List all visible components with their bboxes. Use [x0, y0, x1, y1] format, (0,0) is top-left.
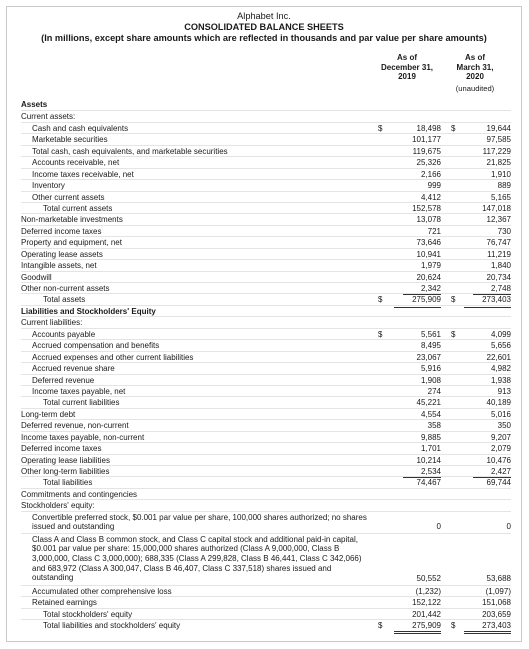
- table-row: [21, 585, 511, 596]
- column-header-line: 2020: [466, 72, 484, 82]
- row-label: Inventory: [32, 181, 65, 191]
- cell-value: (1,097): [485, 586, 511, 596]
- company-name: Alphabet Inc.: [237, 11, 291, 21]
- row-label: Deferred revenue, non-current: [21, 421, 129, 431]
- row-label: Liabilities and Stockholders' Equity: [21, 306, 156, 316]
- table-row: [21, 351, 511, 362]
- row-label: Accounts payable: [32, 329, 96, 339]
- balance-sheet-table: [21, 99, 511, 631]
- row-label: Stockholders' equity:: [21, 501, 95, 511]
- cell-value: 1,979: [420, 261, 441, 271]
- cell-value: 273,403: [464, 621, 511, 634]
- cell-value: 5,916: [420, 364, 441, 374]
- table-row: [21, 248, 511, 259]
- value-dec-2019: [381, 573, 441, 584]
- row-label: Operating lease assets: [21, 249, 103, 259]
- column-header-line: As of: [465, 53, 485, 62]
- currency-symbol: $: [451, 329, 456, 339]
- row-label: Deferred revenue: [32, 375, 95, 385]
- currency-symbol: $: [378, 295, 383, 305]
- value-mar-2020: [451, 573, 511, 584]
- row-label: Commitments and contingencies: [21, 489, 138, 499]
- table-row: [21, 259, 511, 270]
- cell-value: 101,177: [394, 135, 441, 146]
- cell-value: 119,675: [412, 146, 441, 156]
- value-mar-2020: [451, 521, 511, 532]
- currency-symbol: $: [451, 123, 456, 133]
- cell-value: 721: [427, 226, 441, 236]
- table-row: [21, 316, 511, 327]
- row-label: Other long-term liabilities: [21, 467, 110, 476]
- row-label: Long-term debt: [21, 409, 76, 419]
- row-label: Total stockholders' equity: [43, 609, 133, 619]
- cell-value: 274: [410, 387, 441, 398]
- row-label: Total liabilities and stockholders' equity: [43, 621, 181, 631]
- row-label: Cash and cash equivalents: [32, 123, 129, 133]
- cell-value: 23,067: [416, 352, 441, 362]
- cell-value: 76,747: [486, 238, 511, 248]
- table-row: [21, 145, 511, 156]
- cell-value: 22,601: [486, 352, 511, 362]
- table-row: [21, 431, 511, 442]
- cell-value: 889: [497, 181, 511, 191]
- table-row: [21, 213, 511, 224]
- cell-value: 73,646: [416, 238, 441, 248]
- cell-value: 1,938: [490, 375, 511, 385]
- row-label: Total current liabilities: [43, 398, 120, 408]
- cell-value: 69,744: [469, 478, 511, 489]
- table-row: [21, 362, 511, 373]
- cell-value: 50,552: [416, 574, 441, 584]
- table-row: [21, 225, 511, 236]
- row-label: Marketable securities: [32, 135, 108, 145]
- table-row: [21, 339, 511, 350]
- currency-symbol: $: [378, 621, 383, 631]
- currency-symbol: $: [451, 621, 456, 631]
- table-row: [21, 454, 511, 465]
- column-header-dec-2019: [367, 53, 447, 82]
- row-label: Non-marketable investments: [21, 215, 123, 225]
- column-header-line: December 31,: [380, 62, 434, 72]
- cell-value: 0: [506, 522, 511, 532]
- cell-value: 5,016: [490, 409, 511, 419]
- row-label: Operating lease liabilities: [21, 455, 110, 465]
- cell-value: 2,427: [473, 467, 511, 478]
- table-row: [21, 488, 511, 499]
- column-header-mar-2020: [439, 53, 511, 93]
- cell-value: 2,079: [490, 444, 511, 454]
- currency-symbol: $: [451, 295, 456, 305]
- cell-value: 1,840: [490, 261, 511, 271]
- cell-value: 350: [497, 421, 511, 431]
- cell-value: 45,221: [416, 398, 441, 408]
- table-row: [21, 202, 511, 213]
- table-row: [21, 385, 511, 396]
- cell-value: (1,232): [415, 586, 441, 596]
- cell-value: 10,214: [416, 455, 441, 465]
- cell-value: 13,078: [416, 215, 441, 225]
- row-label: Total current assets: [43, 203, 113, 213]
- row-label: Current assets:: [21, 112, 76, 122]
- cell-value: 999: [427, 181, 441, 191]
- table-row: [21, 619, 511, 630]
- row-label: Intangible assets, net: [21, 261, 97, 271]
- table-row: [21, 442, 511, 453]
- table-row: [21, 465, 511, 476]
- row-label: Accrued revenue share: [32, 364, 115, 374]
- table-row: [21, 179, 511, 190]
- cell-value: 53,688: [486, 574, 511, 584]
- row-label: Accrued compensation and benefits: [32, 341, 160, 351]
- cell-value: 9,885: [420, 432, 441, 442]
- cell-value: 74,467: [399, 478, 441, 489]
- table-row: [21, 305, 511, 316]
- cell-value: 201,442: [394, 610, 441, 621]
- cell-value: 9,207: [490, 432, 511, 442]
- column-header-line: March 31,: [456, 62, 494, 72]
- column-header-line: As of: [397, 53, 417, 62]
- table-row: [21, 374, 511, 385]
- cell-value: 913: [480, 387, 511, 398]
- table-row: [21, 271, 511, 282]
- cell-value: 4,412: [403, 193, 441, 204]
- table-row: [21, 191, 511, 202]
- table-row: [21, 533, 511, 585]
- cell-value: 11,219: [487, 249, 511, 259]
- cell-value: 19,644: [486, 123, 511, 133]
- cell-value: 12,367: [486, 215, 511, 225]
- cell-value: 8,495: [420, 341, 441, 351]
- table-row: [21, 608, 511, 619]
- row-label: Income taxes payable, non-current: [21, 432, 145, 442]
- table-row: [21, 110, 511, 121]
- value-dec-2019: [381, 620, 441, 634]
- row-label: Deferred income taxes: [21, 444, 102, 454]
- row-label: Deferred income taxes: [21, 226, 102, 236]
- cell-value: 5,561: [420, 329, 441, 339]
- cell-value: 1,701: [420, 444, 441, 454]
- cell-value: 10,941: [416, 249, 441, 259]
- cell-value: 4,554: [420, 409, 441, 419]
- table-row: [21, 408, 511, 419]
- cell-value: 20,624: [416, 272, 441, 282]
- table-row: [21, 419, 511, 430]
- column-header-line: 2019: [398, 72, 416, 82]
- cell-value: 730: [497, 226, 511, 236]
- row-label: Current liabilities:: [21, 318, 83, 328]
- row-label: Retained earnings: [32, 598, 97, 608]
- row-label: Property and equipment, net: [21, 238, 122, 248]
- cell-value: 151,068: [464, 598, 511, 609]
- cell-value: 147,018: [482, 203, 511, 213]
- row-label: Income taxes payable, net: [32, 386, 126, 396]
- row-label: Accounts receivable, net: [32, 158, 120, 168]
- cell-value: 5,165: [473, 193, 511, 204]
- cell-value: 97,585: [469, 135, 511, 146]
- document-header: [7, 11, 521, 44]
- cell-value: 2,534: [403, 467, 441, 478]
- cell-value: 152,578: [412, 203, 441, 213]
- cell-value: 2,166: [420, 169, 441, 179]
- currency-symbol: $: [378, 123, 383, 133]
- table-row: [21, 396, 511, 407]
- table-row: [21, 133, 511, 144]
- statement-subtitle: (In millions, except share amounts which are reflected in thousands and par value per share amounts): [41, 33, 487, 43]
- row-label: Total assets: [43, 295, 86, 305]
- cell-value: 275,909: [394, 621, 441, 634]
- table-row: [21, 499, 511, 510]
- table-row: [21, 293, 511, 304]
- table-row: [21, 511, 511, 533]
- cell-value: 273,403: [464, 295, 511, 308]
- table-row: [21, 596, 511, 607]
- row-label: Total liabilities: [43, 478, 93, 488]
- cell-value: 117,229: [482, 146, 511, 156]
- cell-value: 0: [436, 522, 441, 532]
- cell-value: 2,748: [473, 284, 511, 295]
- row-label: Total cash, cash equivalents, and marketable securities: [32, 146, 228, 156]
- row-label: Class A and Class B common stock, and Class C capital stock and additional paid-in capital, $0.001 par value per share: 15,000,000 shares authorized (Class A 9,000,000, Class B 3,000,000, Class C 3,000,000); 688,335 (Class A 299,828, Class B 46,441, Class C 342,066) and 683,972 (Class A 300,047, Class B 46,407, Class C 337,518) shares issued and outstanding: [32, 534, 362, 583]
- row-label: Other non-current assets: [21, 284, 110, 293]
- cell-value: 10,476: [486, 455, 511, 465]
- row-label: Other current assets: [32, 192, 105, 202]
- cell-value: 40,189: [486, 398, 511, 408]
- table-row: [21, 282, 511, 293]
- balance-sheet-document: [6, 6, 522, 642]
- table-row: [21, 236, 511, 247]
- cell-value: 152,122: [394, 598, 441, 609]
- cell-value: 20,734: [486, 272, 511, 282]
- row-label: Convertible preferred stock, $0.001 par value per share, 100,000 shares authorized; no shares issued and outstanding: [32, 512, 367, 532]
- row-label: Accumulated other comprehensive loss: [32, 586, 172, 596]
- value-dec-2019: [381, 521, 441, 532]
- cell-value: 358: [427, 421, 441, 431]
- table-row: [21, 328, 511, 339]
- statement-title: CONSOLIDATED BALANCE SHEETS: [184, 22, 344, 32]
- table-row: [21, 156, 511, 167]
- table-row: [21, 122, 511, 133]
- table-row: [21, 99, 511, 110]
- row-label: Income taxes receivable, net: [32, 169, 134, 179]
- currency-symbol: $: [378, 329, 383, 339]
- value-mar-2020: [451, 620, 511, 634]
- row-label: Assets: [21, 100, 48, 109]
- cell-value: 21,825: [486, 158, 511, 168]
- table-row: [21, 168, 511, 179]
- cell-value: 4,099: [490, 329, 511, 339]
- row-label: Goodwill: [21, 272, 52, 282]
- cell-value: 2,342: [403, 284, 441, 295]
- row-label: Accrued expenses and other current liabilities: [32, 352, 194, 362]
- cell-value: 275,909: [394, 295, 441, 308]
- cell-value: 4,982: [490, 364, 511, 374]
- cell-value: 25,326: [416, 158, 441, 168]
- cell-value: 5,656: [490, 341, 511, 351]
- cell-value: 1,908: [420, 375, 441, 385]
- cell-value: 203,659: [464, 610, 511, 621]
- table-row: [21, 476, 511, 487]
- cell-value: 18,498: [416, 123, 441, 133]
- unaudited-note: (unaudited): [455, 83, 495, 93]
- cell-value: 1,910: [490, 169, 511, 179]
